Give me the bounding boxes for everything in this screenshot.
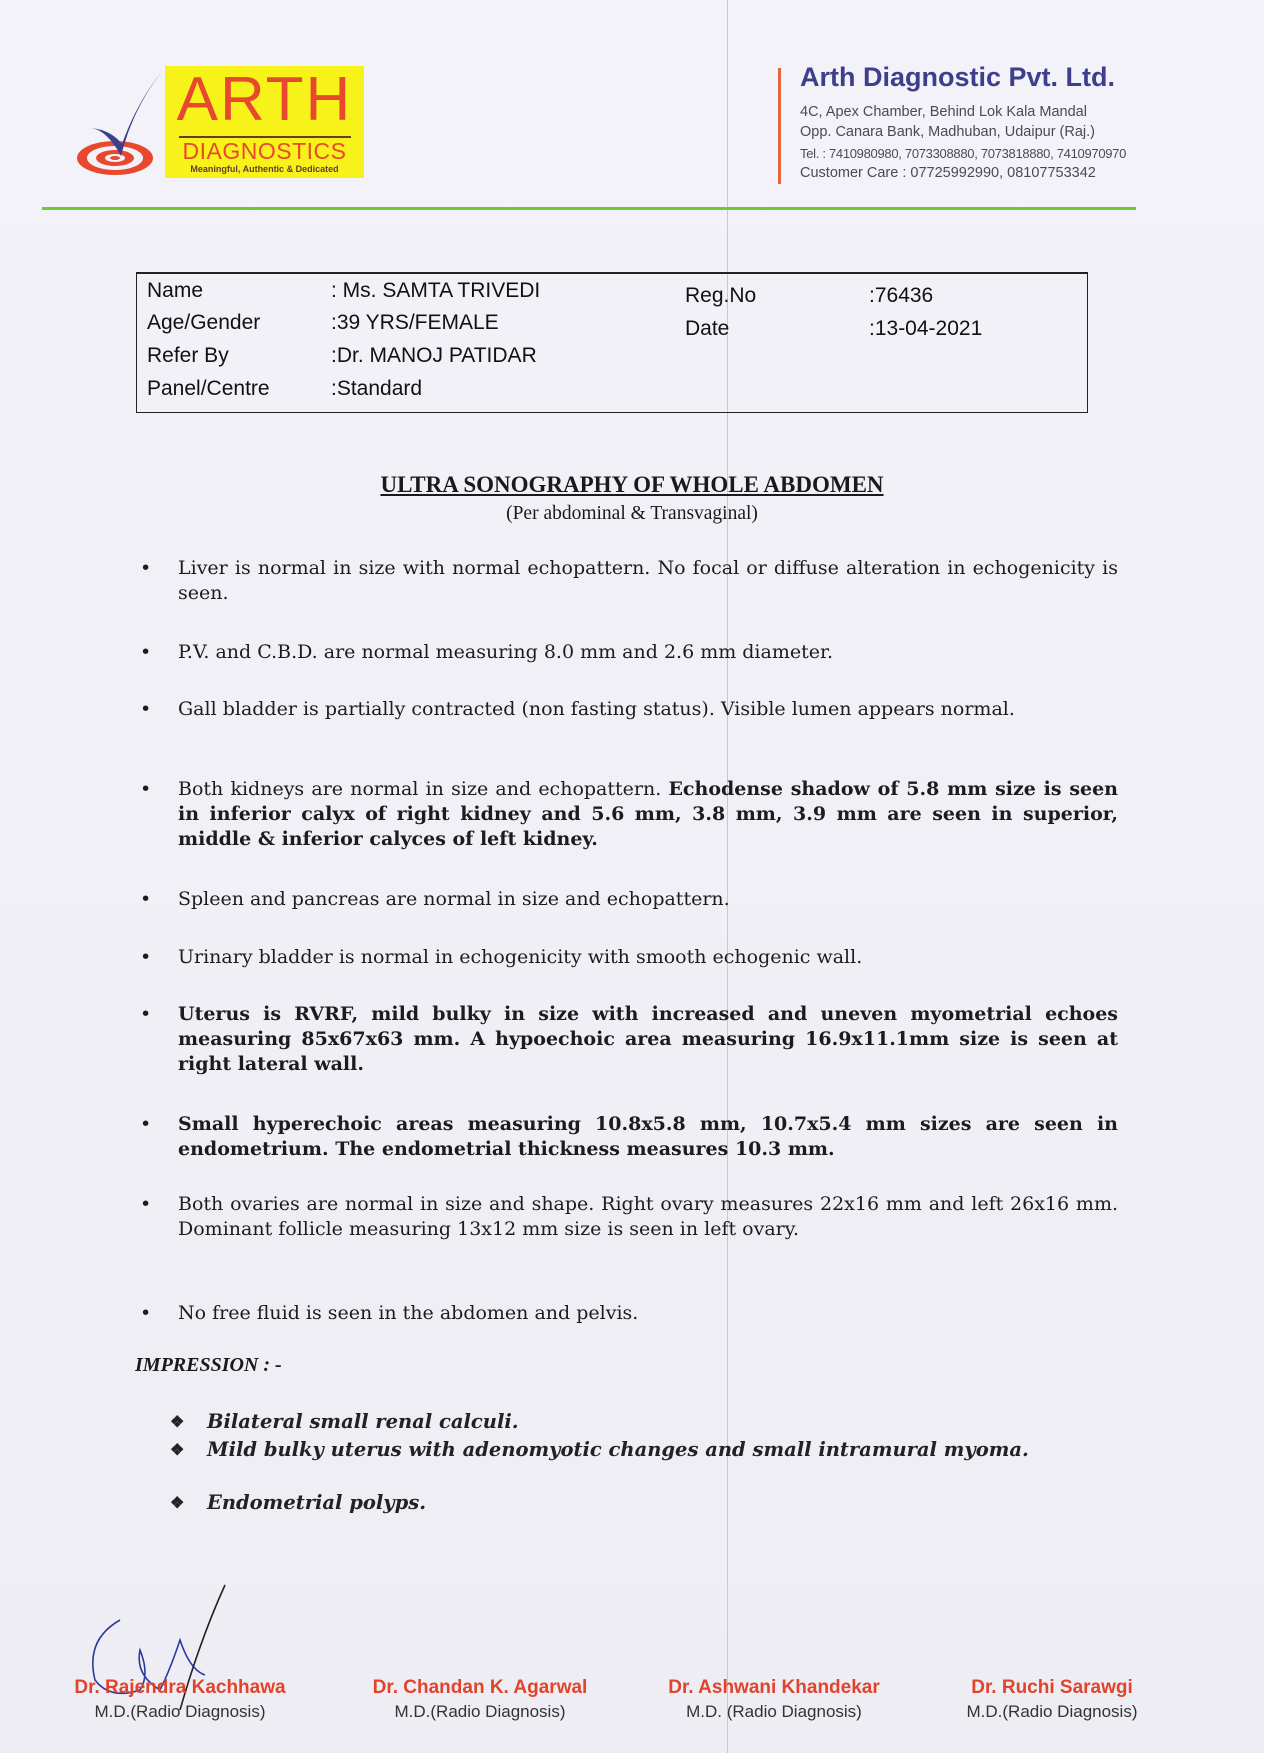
- doctor-qualification: M.D.(Radio Diagnosis): [394, 1702, 566, 1721]
- header-rule: [42, 207, 1136, 210]
- doctor-qualification: M.D.(Radio Diagnosis): [966, 1702, 1138, 1721]
- refer-value: :Dr. MANOJ PATIDAR: [331, 344, 537, 367]
- telephone: Tel. : 7410980980, 7073308880, 7073818880, 7410970970: [800, 146, 1127, 161]
- finding-text-bold: Uterus is RVRF, mild bulky in size with increased and uneven myometrial echoes measuring 85x67x63 mm. A hypoechoic area measuring 16.9x11.1mm size is seen at right lateral wall.: [178, 1003, 1118, 1075]
- reg-value: :76436: [869, 284, 934, 307]
- impression-text: Endometrial polyps.: [207, 1491, 427, 1514]
- finding-text: Liver is normal in size with normal echopattern. No focal or diffuse alteration in echogenicity is seen.: [178, 557, 1118, 604]
- doctor-signatory: [350, 1677, 610, 1722]
- bullet: •: [140, 1113, 152, 1135]
- diamond-bullet-icon: ❖: [170, 1412, 185, 1431]
- finding-text: No free fluid is seen in the abdomen and pelvis.: [178, 1302, 639, 1324]
- date-value: :13-04-2021: [869, 317, 983, 340]
- doctor-signatory: [922, 1677, 1182, 1722]
- finding-text: Both ovaries are normal in size and shape. Right ovary measures 22x16 mm and left 26x16 mm. Dominant follicle measuring 13x12 mm size is seen in left ovary.: [178, 1193, 1118, 1240]
- doctor-signatory: [50, 1677, 310, 1722]
- bullet: •: [140, 1193, 152, 1215]
- logo-subword: DIAGNOSTICS: [182, 138, 347, 164]
- diamond-bullet-icon: ❖: [170, 1440, 185, 1459]
- reg-label: Reg.No: [685, 284, 757, 307]
- logo-word: ARTH: [176, 65, 353, 134]
- date-label: Date: [685, 317, 730, 340]
- finding-text: Urinary bladder is normal in echogenicity with smooth echogenic wall.: [178, 946, 863, 968]
- finding-text: Spleen and pancreas are normal in size and echopattern.: [178, 888, 730, 910]
- bullet: •: [140, 946, 152, 968]
- impression-text: Bilateral small renal calculi.: [207, 1410, 519, 1433]
- address-line-1: 4C, Apex Chamber, Behind Lok Kala Mandal: [800, 104, 1087, 120]
- doctor-name: Dr. Ruchi Sarawgi: [971, 1677, 1133, 1698]
- report-title: ULTRA SONOGRAPHY OF WHOLE ABDOMEN: [380, 472, 884, 497]
- finding-text: Both kidneys are normal in size and echopattern.: [178, 778, 669, 800]
- age-value: :39 YRS/FEMALE: [331, 311, 499, 334]
- panel-label: Panel/Centre: [147, 377, 270, 400]
- header-divider: [778, 68, 781, 184]
- doctor-name: Dr. Rajendra Kachhawa: [74, 1677, 286, 1698]
- bullet: •: [140, 641, 152, 663]
- doctor-name: Dr. Ashwani Khandekar: [668, 1677, 880, 1698]
- age-label: Age/Gender: [147, 311, 261, 334]
- doctor-signatory: [644, 1677, 904, 1722]
- panel-value: :Standard: [331, 377, 423, 400]
- report-subtitle: (Per abdominal & Transvaginal): [506, 503, 758, 524]
- finding-text: Gall bladder is partially contracted (non fasting status). Visible lumen appears normal.: [178, 698, 1015, 720]
- finding-text-bold: Small hyperechoic areas measuring 10.8x5.8 mm, 10.7x5.4 mm sizes are seen in endometrium. The endometrial thickness measures 10.3 mm.: [178, 1113, 1118, 1160]
- diamond-bullet-icon: ❖: [170, 1493, 185, 1512]
- doctor-name: Dr. Chandan K. Agarwal: [372, 1677, 588, 1698]
- bullet: •: [140, 698, 152, 720]
- patient-info-box: [136, 272, 1088, 413]
- company-name: Arth Diagnostic Pvt. Ltd.: [800, 62, 1116, 92]
- bullet: •: [140, 1003, 152, 1025]
- logo-box: [165, 66, 364, 178]
- bullet: •: [140, 778, 152, 800]
- address-line-2: Opp. Canara Bank, Madhuban, Udaipur (Raj.): [800, 124, 1095, 140]
- bullet: •: [140, 888, 152, 910]
- customer-care: Customer Care : 07725992990, 08107753342: [800, 165, 1096, 181]
- finding-text: P.V. and C.B.D. are normal measuring 8.0 mm and 2.6 mm diameter.: [178, 641, 834, 663]
- bullet: •: [140, 1302, 152, 1324]
- logo-tagline: Meaningful, Authentic & Dedicated: [190, 164, 339, 174]
- finding-text-bold: Echodense shadow of 5.8 mm size is seen in inferior calyx of right kidney and 5.6 mm, 3.8 mm, 3.9 mm are seen in superior, middle & inferior calyces of left kidney.: [178, 778, 1118, 850]
- refer-label: Refer By: [147, 344, 229, 367]
- name-value: : Ms. SAMTA TRIVEDI: [331, 279, 541, 302]
- doctor-qualification: M.D.(Radio Diagnosis): [94, 1702, 266, 1721]
- name-label: Name: [147, 279, 204, 302]
- impression-text: Mild bulky uterus with adenomyotic changes and small intramural myoma.: [207, 1438, 1029, 1461]
- bullet: •: [140, 557, 152, 579]
- doctor-qualification: M.D. (Radio Diagnosis): [686, 1702, 862, 1721]
- impression-heading: IMPRESSION : -: [135, 1354, 282, 1376]
- checkmark-icon: [85, 68, 165, 160]
